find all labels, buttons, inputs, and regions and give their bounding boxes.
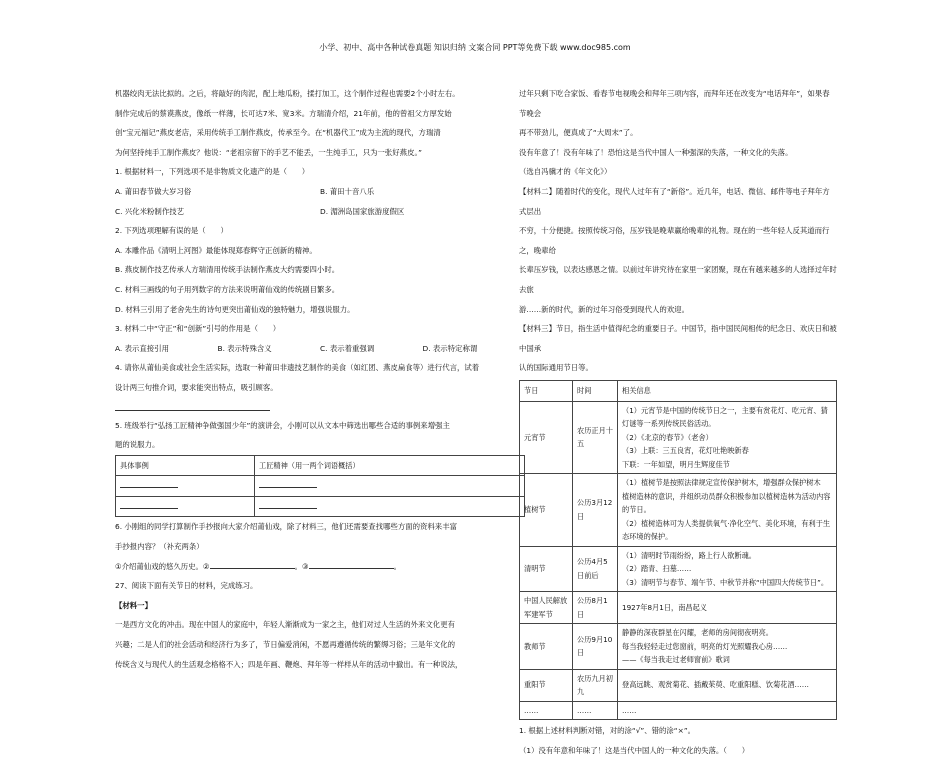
q6-blank-2[interactable] bbox=[210, 558, 295, 569]
festival-time: 农历正月十五 bbox=[573, 401, 618, 474]
festival-name: 教师节 bbox=[520, 624, 573, 670]
festival-name: 重阳节 bbox=[520, 669, 573, 701]
q2-option-b[interactable]: B. 燕皮制作技艺传承人方瑞清用传统手法制作燕皮大约需要四小时。 bbox=[115, 265, 340, 275]
festival-row bbox=[520, 669, 837, 701]
festival-info-line: ——《每当我走过老师窗前》歌词 bbox=[622, 655, 730, 664]
material-2-line: 不穷，十分便捷。按照传统习俗，压岁钱是晚辈赢给晚辈的礼物。现在的一些年轻人反其道而行之，晚辈给 bbox=[519, 226, 830, 255]
intro-line: 为何坚持纯手工制作燕皮？他说：“老祖宗留下的手艺不能丢，一生纯手工，只为一张好燕皮。” bbox=[115, 147, 422, 157]
material-2-line: 游……新的时代，新的过年习俗受到现代人的欢迎。 bbox=[519, 304, 689, 314]
festival-info-line: （1）清明时节雨纷纷，路上行人欲断魂。 bbox=[622, 550, 756, 560]
q5-blank[interactable] bbox=[255, 476, 525, 497]
q6-fill-line bbox=[115, 557, 525, 577]
material-2-line: 长辈压岁钱，以表达感恩之情。以前过年讲究待在家里一家团聚，现在有越来越多的人选择过年时去旅 bbox=[519, 265, 837, 294]
festival-info bbox=[618, 474, 837, 547]
festival-info-line: （3）清明节与春节、端午节、中秋节并称“中国四大传统节日”。 bbox=[622, 577, 829, 587]
q1-option-a[interactable]: A. 莆田春节做大岁习俗 bbox=[115, 186, 192, 196]
festival-row bbox=[520, 401, 837, 474]
q5-table-header: 工匠精神（用一两个词语概括） bbox=[255, 455, 525, 476]
q4-answer-line[interactable] bbox=[115, 398, 525, 416]
question-4: 设计两三句推介词，要求能突出特点，吸引顾客。 bbox=[115, 382, 278, 392]
festival-info-line: 登高远眺、观赏菊花、插戴茱萸、吃重阳糕、饮菊花酒…… bbox=[622, 680, 809, 690]
right-question-1-1[interactable]: （1）没有年意和年味了！这是当代中国人的一种文化的失落。（ ） bbox=[519, 745, 750, 755]
festival-time: 公历3月12日 bbox=[573, 474, 618, 547]
festival-info-line: 1927年8月1日，南昌起义 bbox=[622, 602, 707, 612]
festival-info bbox=[618, 624, 837, 670]
festival-info bbox=[618, 592, 837, 624]
question-5: 5. 班级举行“弘扬工匠精神争做强国少年”的演讲会，小刚可以从文本中筛选出哪些合适的事例来增强主 bbox=[115, 420, 450, 430]
festival-info-line: （2）《北京的春节》（老舍） bbox=[622, 432, 713, 442]
festival-name: …… bbox=[520, 701, 573, 720]
festival-info-line: 下联：一年如望，明月生辉度佳节 bbox=[622, 459, 730, 469]
festival-info-line: …… bbox=[622, 705, 637, 715]
question-27: 27、阅读下面有关节日的材料，完成练习。 bbox=[115, 581, 258, 591]
q1-options-row bbox=[115, 182, 525, 202]
material-1-cont: 过年只剩下吃合家饭、看春节电视晚会和拜年三项内容，而拜年还在改变为“电话拜年”，如果春节晚会 bbox=[519, 89, 830, 118]
right-column bbox=[519, 84, 837, 760]
material-1-cont: 没有年意了！没有年味了！恐怕这是当代中国人一种强深的失落，一种文化的失落。 bbox=[519, 147, 793, 157]
festival-row bbox=[520, 474, 837, 547]
material-1-cont: 再不带劲儿，便真成了“大周末”了。 bbox=[519, 128, 638, 138]
q3-option-b[interactable]: B. 表示特殊含义 bbox=[217, 343, 272, 353]
q3-option-c[interactable]: C. 表示着重强调 bbox=[320, 343, 375, 353]
q1-options-row bbox=[115, 202, 525, 222]
festival-info-line: （3）上联：三五良宵，花灯吐艳映新春 bbox=[622, 446, 749, 455]
intro-line: 创“宝元福记”燕皮老店，采用传统手工制作燕皮，传承至今。在“机器代工”成为主流的现代，方瑞清 bbox=[115, 128, 441, 138]
material-1-line: 一是西方文化的冲击。现在中国人的家庭中，年轻人渐渐成为一家之主，他们对过人生活的外来文化更有 bbox=[115, 620, 455, 630]
festival-info bbox=[618, 401, 837, 474]
festival-info-line: （1）元宵节是中国的传统节日之一，主要有赏花灯、吃元宵、猜灯谜等一系列传统民俗活动。 bbox=[622, 405, 828, 428]
festival-info bbox=[618, 669, 837, 701]
q2-option-c[interactable]: C. 材料三画线的句子用列数字的方法来说明莆仙戏的传统剧目繁多。 bbox=[115, 284, 340, 294]
festival-table-header: 节日 bbox=[520, 380, 573, 401]
festival-info-line: （2）植树造林可为人类提供氧气·净化空气、美化环境，有利于生态环境的保护。 bbox=[622, 518, 831, 541]
q1-option-b[interactable]: B. 莆田十音八乐 bbox=[320, 186, 375, 196]
festival-row bbox=[520, 592, 837, 624]
festival-time: 农历九月初九 bbox=[573, 669, 618, 701]
question-4: 4. 请你从莆仙美食或社会生活实际，选取一种莆田非遗技艺制作的美食（如红团、燕皮扁食等）进行代言，试着 bbox=[115, 363, 480, 373]
q2-option-a[interactable]: A. 本雕作品《清明上河图》最能体现郑春辉守正创新的精神。 bbox=[115, 245, 317, 255]
material-2-line: 【材料二】随着时代的变化，现代人过年有了“新俗”。近几年，电话、微信、邮件等电子拜年方式层出 bbox=[519, 186, 830, 216]
festival-name: 植树节 bbox=[520, 474, 573, 547]
material-1-line: 兴趣；二是人们的社会活动和经济行为多了，节日偏爱消闲，不愿再遵循传统的繁缛习俗；三是年文化的 bbox=[115, 640, 455, 650]
festival-row bbox=[520, 624, 837, 670]
festival-name: 中国人民解放军建军节 bbox=[520, 592, 573, 624]
q6-fill-text: ①介绍莆仙戏的悠久历史。② bbox=[115, 561, 210, 571]
q2-option-d[interactable]: D. 材料三引用了老舍先生的诗句更突出莆仙戏的独特魅力，增强说服力。 bbox=[115, 304, 355, 314]
question-6: 6. 小刚组的同学打算制作手抄报向大家介绍莆仙戏，除了材料三，他们还需要查找哪些方面的资料来丰富 bbox=[115, 522, 457, 532]
q3-options-row bbox=[115, 339, 525, 359]
festival-row bbox=[520, 546, 837, 592]
festival-info-line: 静静的深夜群星在闪耀，老师的房间彻夜明亮。 bbox=[622, 628, 773, 637]
q5-blank[interactable] bbox=[255, 496, 525, 517]
festival-info-line: （2）踏青、扫墓…… bbox=[622, 564, 692, 573]
page-header: 小学、初中、高中各种试卷真题 知识归纳 文案合同 PPT等免费下载 www.doc985.com bbox=[319, 43, 631, 52]
intro-line: 制作完成后的蔡谟燕皮，像纸一样薄，长可达7米、宽3米。方瑞清介绍，21年前，他的曾祖父方厚发始 bbox=[115, 108, 452, 118]
festival-name: 元宵节 bbox=[520, 401, 573, 474]
right-question-1: 1. 根据上述材料判断对错，对的涂“√”、错的涂“×”。 bbox=[519, 726, 696, 735]
festival-time: 公历9月10日 bbox=[573, 624, 618, 670]
q3-option-d[interactable]: D. 表示特定称谓 bbox=[422, 343, 478, 353]
festival-info bbox=[618, 546, 837, 592]
festival-info bbox=[618, 701, 837, 720]
material-3-line: 【材料三】节日，指生活中值得纪念的重要日子。中国节，指中国民间相传的纪念日、欢庆日和被中国承 bbox=[519, 324, 837, 353]
festival-row bbox=[520, 701, 837, 720]
material-3-line: 认的国际通用节日等。 bbox=[519, 363, 593, 373]
festival-time: …… bbox=[573, 701, 618, 720]
question-6: 手抄报内容？（补充两条） bbox=[115, 542, 204, 552]
q5-table bbox=[115, 455, 525, 518]
festival-info-line: （1）植树节是按照法律规定宣传保护树木，增强群众保护树木 植树造林的意识，并组织动员群众积极参加以植树造林为活动内容的节日。 bbox=[622, 478, 831, 514]
question-1: 1. 根据材料一，下列选项不是非物质文化遗产的是（ ） bbox=[115, 167, 310, 177]
festival-table bbox=[519, 380, 837, 720]
q5-table-header: 具体事例 bbox=[116, 455, 255, 476]
question-2: 2. 下列选项理解有误的是（ ） bbox=[115, 226, 228, 236]
question-5: 题的说服力。 bbox=[115, 440, 160, 450]
q6-fill-text: 。 bbox=[393, 561, 401, 571]
festival-info-line: 每当我轻轻走过您窗前，明亮的灯光照耀我心房…… bbox=[622, 641, 788, 651]
q1-option-d[interactable]: D. 湄洲岛国家旅游度假区 bbox=[320, 206, 405, 216]
q1-option-c[interactable]: C. 兴化米粉制作技艺 bbox=[115, 206, 184, 216]
q5-blank[interactable] bbox=[116, 496, 255, 517]
material-1-line: 传统含义与现代人的生活观念格格不入；四是年画、鞭炮、拜年等一样样从年的活动中撤出。有一种说法， bbox=[115, 659, 463, 669]
festival-table-header: 相关信息 bbox=[618, 380, 837, 401]
q3-option-a[interactable]: A. 表示直接引用 bbox=[115, 343, 169, 353]
festival-time: 公历4月5日前后 bbox=[573, 546, 618, 592]
festival-table-header: 时间 bbox=[573, 380, 618, 401]
q6-fill-text: 。③ bbox=[294, 561, 309, 571]
material-1-source: （选自冯骥才的《年文化》） bbox=[519, 167, 612, 177]
intro-line: 机器绞肉无法比拟的。之后，将敲好的肉泥，配上地瓜粉，揉打加工，这个制作过程也需要2个小时左右。 bbox=[115, 89, 460, 98]
question-3: 3. 材料二中“守正”和“创新”引号的作用是（ ） bbox=[115, 324, 281, 334]
festival-name: 清明节 bbox=[520, 546, 573, 592]
left-column bbox=[115, 84, 525, 674]
q6-blank-3[interactable] bbox=[309, 558, 394, 569]
festival-time: 公历8月1日 bbox=[573, 592, 618, 624]
q5-blank[interactable] bbox=[116, 476, 255, 497]
material-1-title: 【材料一】 bbox=[115, 600, 152, 610]
